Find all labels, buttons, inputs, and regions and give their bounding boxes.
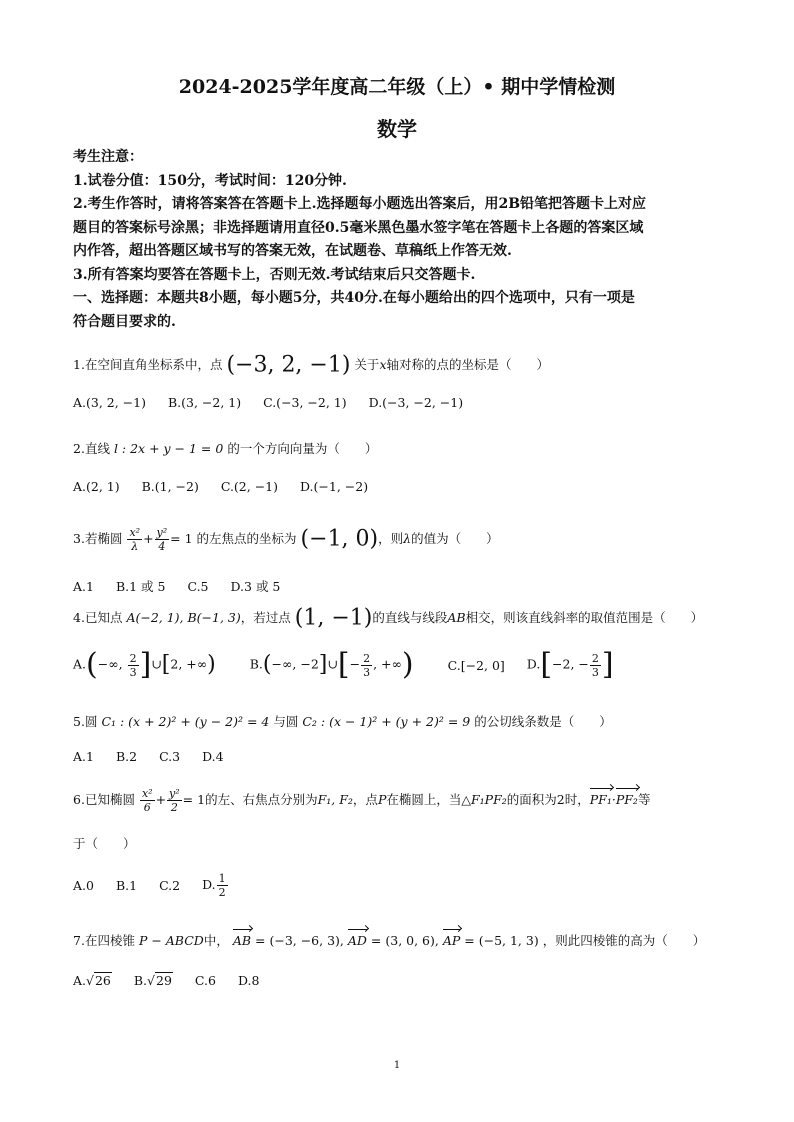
option-c[interactable]: C.3 bbox=[159, 749, 181, 764]
circle-c2: C₂ : (x − 1)² + (y + 2)² = 9 bbox=[302, 714, 471, 729]
section-heading-2: 符合题目要求的. bbox=[73, 313, 176, 330]
question-3-options bbox=[73, 577, 298, 595]
question-6-line-2: 于（ ） bbox=[73, 836, 136, 851]
vector-ad: AD bbox=[348, 931, 367, 951]
notice-heading: 考生注意： bbox=[73, 149, 143, 165]
question-6: 6.已知椭圆 $\frac{\text{x²}}{6}$ + $\frac{\text{y²}}{2}$ = 1的左、右焦点分别为F₁, F₂，点P在椭圆上，当△F₁PF₂的面积为2时，PF₁·PF₂等 bbox=[73, 787, 651, 814]
vector-ap: AP bbox=[443, 931, 460, 951]
option-b[interactable]: B.2 bbox=[115, 749, 138, 764]
exam-title: 2024-2025学年度高二年级（上）• 期中学情检测 bbox=[178, 76, 616, 98]
option-d[interactable]: D.8 bbox=[237, 973, 260, 988]
notice-line-2c: 内作答，超出答题区域书写的答案无效，在试题卷、草稿纸上作答无效. bbox=[73, 243, 512, 259]
question-5: 5.圆 C₁ : (x + 2)² + (y − 2)² = 4 与圆 C₂ : (x − 1)² + (y + 2)² = 9 的公切线条数是（ ） bbox=[73, 714, 612, 729]
question-4-options bbox=[73, 647, 632, 682]
option-d[interactable]: D.3 或 5 bbox=[230, 579, 281, 594]
option-d[interactable]: D.(−1, −2) bbox=[299, 479, 369, 494]
option-b[interactable]: B.1 bbox=[115, 878, 138, 893]
question-7-options bbox=[73, 972, 277, 988]
option-a[interactable]: A.1 bbox=[73, 578, 94, 594]
subject-title: 数学 bbox=[377, 117, 417, 141]
question-2-options bbox=[73, 478, 386, 494]
line-equation: l : 2x + y − 1 = 0 bbox=[113, 441, 224, 456]
option-c[interactable]: C.(2, −1) bbox=[220, 479, 278, 494]
question-1-options bbox=[73, 394, 481, 410]
vector-ab: AB bbox=[233, 931, 251, 951]
option-c[interactable]: C.6 bbox=[194, 973, 216, 988]
question-1: 1.在空间直角坐标系中，点 (−3, 2, −1) 关于x轴对称的点的坐标是（ ） bbox=[73, 352, 550, 378]
option-b[interactable]: B.(3, −2, 1) bbox=[167, 395, 242, 410]
option-d[interactable]: D.(−3, −2, −1) bbox=[368, 395, 464, 410]
dot-product: PF₁·PF₂ bbox=[590, 792, 638, 807]
question-6-options bbox=[73, 872, 247, 899]
question-2: 2.直线 l : 2x + y − 1 = 0 的一个方向向量为（ ） bbox=[73, 441, 378, 456]
option-d[interactable]: D.4 bbox=[202, 749, 224, 764]
question-5-options bbox=[73, 748, 242, 764]
page-number: 1 bbox=[393, 1060, 401, 1071]
option-c[interactable]: C.2 bbox=[159, 878, 181, 893]
notice-line-2a: 2.考生作答时，请将答案答在答题卡上.选择题每小题选出答案后，用2B铅笔把答题卡上对应 bbox=[73, 196, 647, 212]
notice-line-3: 3.所有答案均要答在答题卡上，否则无效.考试结束后只交答题卡. bbox=[73, 266, 476, 283]
option-c[interactable]: C.(−3, −2, 1) bbox=[263, 395, 347, 410]
question-4: 4.已知点 A(−2, 1), B(−1, 3)，若过点 (1, −1)的直线与线段AB相交，则该直线斜率的取值范围是（ ） bbox=[73, 605, 704, 631]
circle-c1: C₁ : (x + 2)² + (y − 2)² = 4 bbox=[101, 714, 270, 729]
option-a[interactable]: A.(2, 1) bbox=[73, 479, 120, 494]
option-c[interactable]: C.[−2, 0] bbox=[447, 657, 505, 673]
section-heading-1: 一、选择题：本题共8小题，每小题5分，共40分.在每小题给出的四个选项中，只有一项是 bbox=[73, 290, 635, 306]
option-c[interactable]: C.5 bbox=[187, 578, 209, 594]
fraction-x2-lambda: $\frac{\text{x²}}{\lambda}$ bbox=[129, 526, 141, 553]
question-7: 7.在四棱锥 P − ABCD中， AB = (−3, −6, 3), AD = (3, 0, 6), AP = (−5, 1, 3) ，则此四棱锥的高为（ ） bbox=[73, 931, 723, 951]
option-b[interactable]: B.√29 bbox=[133, 973, 172, 988]
fraction-y2-2: $\frac{\text{y²}}{2}$ bbox=[169, 787, 180, 814]
option-d[interactable]: D. $\frac{1}{2}$ bbox=[202, 872, 226, 899]
question-3: 3.若椭圆 $\frac{\text{x²}}{\lambda}$ + $\frac{\text{y²}}{4}$ = 1 的左焦点的坐标为 (−1, 0)，则λ的值为（ ） bbox=[73, 526, 499, 553]
point-expression: (−3, 2, −1) bbox=[226, 352, 351, 378]
notice-block bbox=[73, 146, 725, 334]
option-a[interactable]: A.√26 bbox=[73, 973, 111, 988]
option-a[interactable]: A.(−∞, $\frac{2}{3}$ ]∪[2, +∞) bbox=[73, 647, 216, 682]
notice-line-1: 1.试卷分值：150分，考试时间：120分钟. bbox=[73, 172, 347, 189]
fraction-x2-6: $\frac{\text{x²}}{6}$ bbox=[141, 787, 153, 814]
option-a[interactable]: A.0 bbox=[73, 878, 94, 893]
option-d[interactable]: D.[−2, − $\frac{2}{3}$ ] bbox=[526, 647, 614, 682]
notice-line-2b: 题目的答案标号涂黑；非选择题请用直径0.5毫米黑色墨水签字笔在答题卡上各题的答案区域 bbox=[73, 219, 644, 236]
option-a[interactable]: A.1 bbox=[73, 749, 94, 764]
option-a[interactable]: A.(3, 2, −1) bbox=[73, 395, 146, 410]
option-b[interactable]: B.(1, −2) bbox=[141, 479, 199, 494]
fraction-y2-4: $\frac{\text{y²}}{4}$ bbox=[156, 526, 168, 553]
option-b[interactable]: B.(−∞, −2]∪[− $\frac{2}{3}$ , +∞) bbox=[249, 647, 414, 682]
option-b[interactable]: B.1 或 5 bbox=[115, 579, 166, 594]
